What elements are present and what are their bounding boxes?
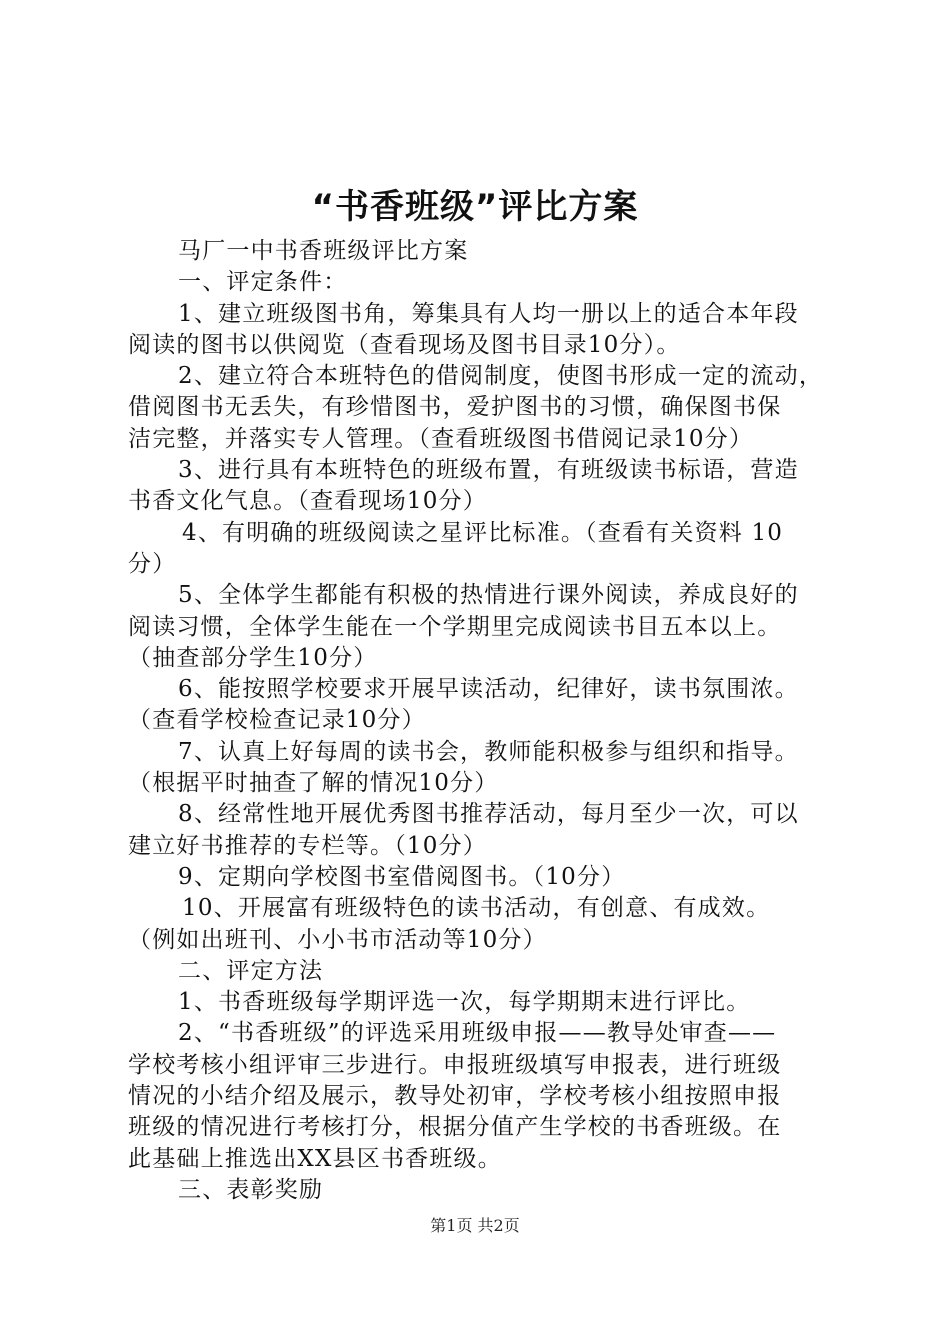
paragraph-line: 2、“书香班级”的评选采用班级申报——教导处审查—— xyxy=(178,1020,777,1047)
paragraph-line: 学校考核小组评审三步进行。申报班级填写申报表，进行班级 xyxy=(128,1051,782,1078)
section-heading-awards: 三、表彰奖励 xyxy=(178,1176,324,1203)
paragraph-line: 书香文化气息。（查看现场10分） xyxy=(128,488,487,515)
paragraph-line: （查看学校检查记录10分） xyxy=(128,707,426,734)
section-heading-conditions: 一、评定条件： xyxy=(178,269,348,296)
paragraph-line: 10、开展富有班级特色的读书活动，有创意、有成效。 xyxy=(182,895,771,922)
paragraph-line: 8、经常性地开展优秀图书推荐活动，每月至少一次，可以 xyxy=(178,801,799,828)
paragraph-line: 情况的小结介绍及展示，教导处初审，学校考核小组按照申报 xyxy=(128,1083,782,1110)
paragraph-line: （根据平时抽查了解的情况10分） xyxy=(128,770,499,797)
paragraph-line: 借阅图书无丢失，有珍惜图书，爱护图书的习惯，确保图书保 xyxy=(128,394,782,421)
paragraph-line: 3、进行具有本班特色的班级布置，有班级读书标语，营造 xyxy=(178,457,799,484)
paragraph-line: 4、有明确的班级阅读之星评比标准。（查看有关资料 10 xyxy=(182,519,784,546)
section-heading-method: 二、评定方法 xyxy=(178,957,324,984)
paragraph-line: 6、能按照学校要求开展早读活动，纪律好，读书氛围浓。 xyxy=(178,676,799,703)
paragraph-line: 5、全体学生都能有积极的热情进行课外阅读，养成良好的 xyxy=(178,582,799,609)
paragraph-line: 2、建立符合本班特色的借阅制度，使图书形成一定的流动， xyxy=(178,363,824,390)
document-body xyxy=(128,236,832,1206)
paragraph-line: 1、书香班级每学期评选一次，每学期期末进行评比。 xyxy=(178,989,751,1016)
document-title: “书香班级”评比方案 xyxy=(311,187,639,227)
paragraph-line: 建立好书推荐的专栏等。（10分） xyxy=(128,832,487,859)
page-number-footer: 第1页 共2页 xyxy=(430,1216,520,1235)
paragraph-line: 阅读习惯，全体学生能在一个学期里完成阅读书目五本以上。 xyxy=(128,613,782,640)
paragraph-line: 分） xyxy=(128,550,177,577)
paragraph-line: 阅读的图书以供阅览（查看现场及图书目录10分）。 xyxy=(128,331,681,358)
paragraph-line: 班级的情况进行考核打分，根据分值产生学校的书香班级。在 xyxy=(128,1114,782,1141)
paragraph-line: 7、认真上好每周的读书会，教师能积极参与组织和指导。 xyxy=(178,738,799,765)
paragraph-line: 9、定期向学校图书室借阅图书。（10分） xyxy=(178,863,626,890)
paragraph-line: 洁完整，并落实专人管理。（查看班级图书借阅记录10分） xyxy=(128,425,754,452)
paragraph-line: 此基础上推选出XX县区书香班级。 xyxy=(128,1145,502,1172)
paragraph-line: （例如出班刊、小小书市活动等10分） xyxy=(128,926,547,953)
paragraph-line: （抽查部分学生10分） xyxy=(128,644,378,671)
paragraph-line: 1、建立班级图书角，筹集具有人均一册以上的适合本年段 xyxy=(178,300,799,327)
school-plan-heading: 马厂一中书香班级评比方案 xyxy=(178,238,469,264)
